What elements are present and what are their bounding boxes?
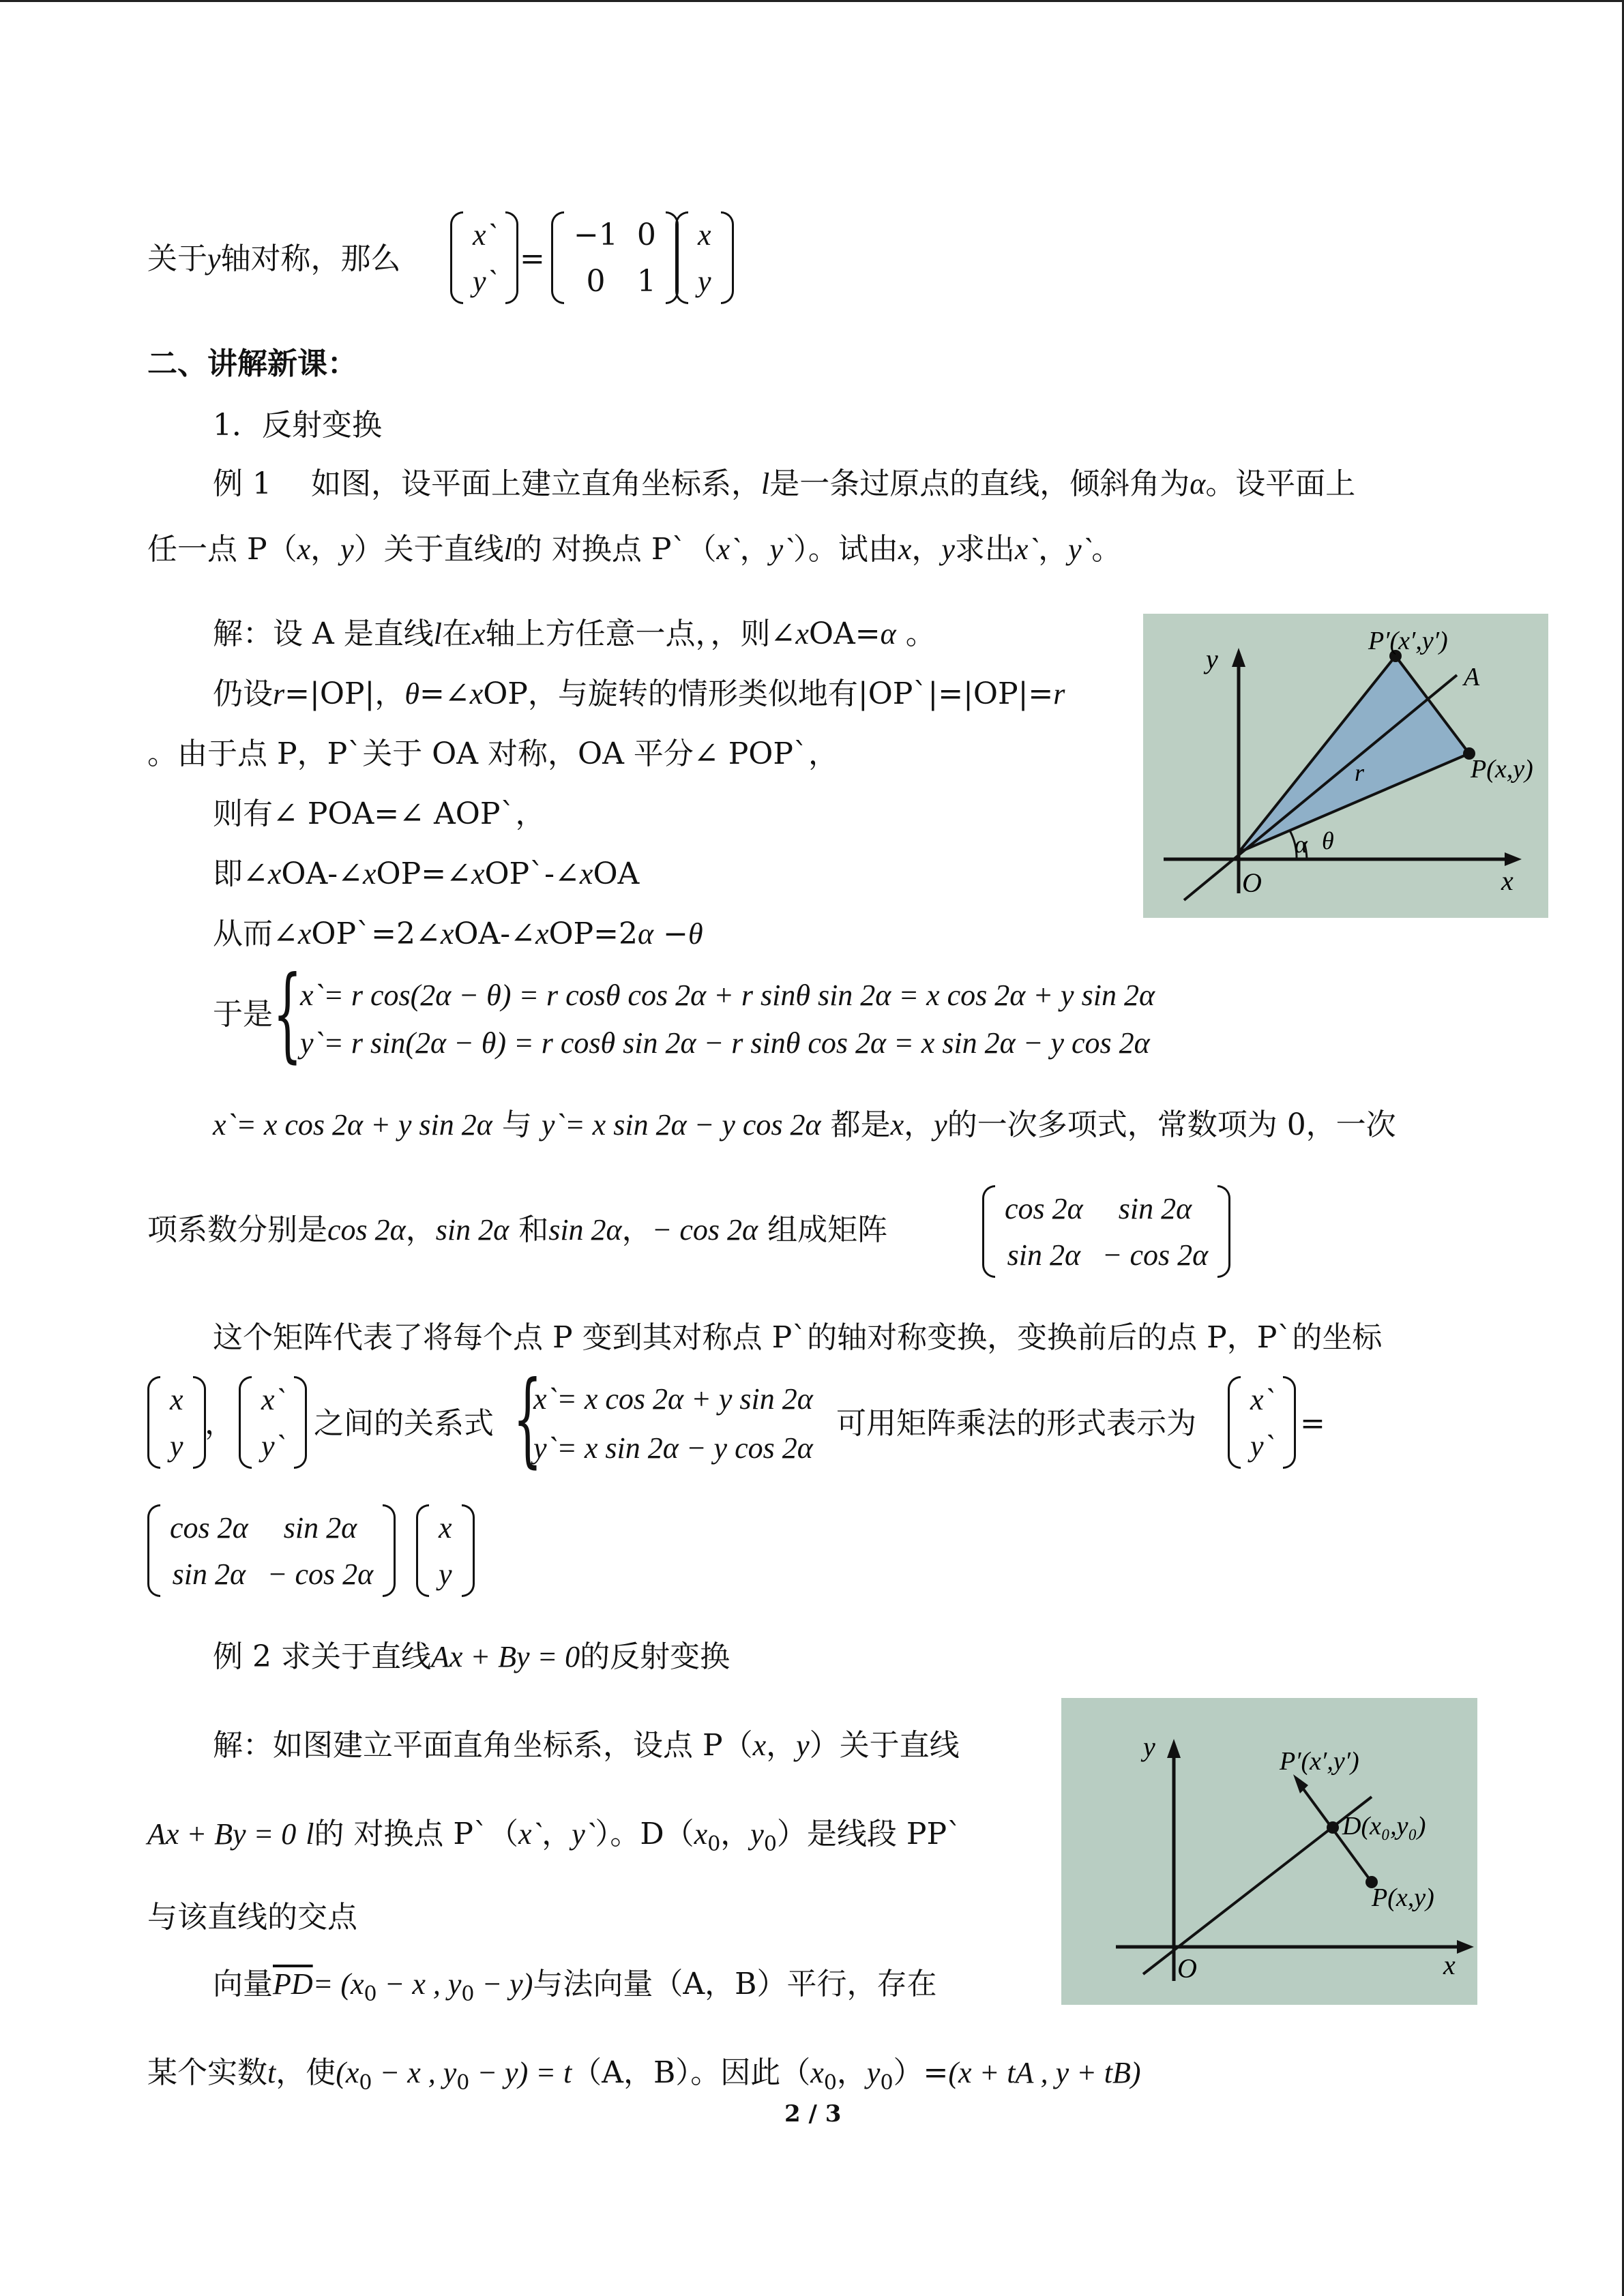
- solution2-line4: [213, 1964, 936, 2015]
- matrix-cell: sin 2α: [172, 1557, 246, 1591]
- math: (x + tA , y + tB): [948, 2056, 1141, 2089]
- var-x: x: [363, 857, 377, 891]
- text: ，: [542, 1817, 572, 1851]
- math: − y): [474, 1967, 533, 2001]
- matrix-cell: cos 2α: [170, 1510, 248, 1545]
- var-alpha: α: [1190, 467, 1206, 501]
- figure-1-reflection: [1143, 614, 1548, 918]
- label-y: y: [1206, 644, 1218, 674]
- equation-1: x`= r cos(2α − θ) = r cosθ cos 2α + r sinθ sin 2α = x cos 2α + y sin 2α: [300, 979, 1155, 1012]
- var-alpha: α: [638, 917, 654, 951]
- var-r: r: [273, 677, 285, 711]
- var-x: x: [535, 917, 549, 951]
- equals-sign: =: [520, 241, 545, 276]
- system-eq1: x`= x cos 2α + y sin 2α: [533, 1382, 813, 1416]
- text: ，: [836, 2055, 867, 2090]
- text: ，: [766, 1728, 797, 1763]
- var-x: x: [469, 677, 484, 711]
- solution2-line1: [213, 1725, 960, 1766]
- text: ，使: [276, 2055, 336, 2090]
- label-o: O: [1242, 867, 1262, 898]
- text: 的一次多项式，常数项为 0，一次: [947, 1107, 1396, 1142]
- text: ，: [310, 532, 341, 567]
- text: 仍设: [213, 676, 273, 711]
- text: 在: [441, 616, 472, 651]
- matrix-cell: sin 2α: [1007, 1238, 1081, 1272]
- var-x: x: [297, 533, 311, 566]
- text: OP=2: [548, 916, 638, 951]
- math: (x: [336, 2056, 359, 2089]
- var-yp: y`: [769, 533, 793, 566]
- label-p-prime: P′(x′,y′): [1280, 1747, 1359, 1776]
- text: 与法向量（A，B）平行，存在: [533, 1967, 937, 2001]
- matrix-cell: x`: [1250, 1382, 1274, 1416]
- var-l: l: [503, 533, 512, 566]
- var-x: x: [471, 857, 485, 891]
- matrix-cell: x: [439, 1510, 452, 1545]
- text: ，: [911, 532, 942, 567]
- para-line2-text: 之间的关系式: [314, 1406, 494, 1441]
- text: OA: [593, 856, 640, 891]
- text: 是一条过原点的直线，倾斜角为: [769, 466, 1190, 501]
- label-o: O: [1177, 1953, 1197, 1984]
- figure-2-svg: [1061, 1698, 1477, 2005]
- text-suffix: 轴对称，那么: [220, 241, 401, 276]
- matrix-cell: − cos 2α: [267, 1557, 374, 1591]
- text: 与: [492, 1107, 542, 1142]
- text: 项系数分别是: [147, 1212, 327, 1247]
- matrix-cell: y: [698, 264, 711, 298]
- subscript: 0: [823, 2071, 837, 2095]
- text: ）是线段 PP`: [776, 1817, 962, 1851]
- text: 。: [1091, 532, 1122, 567]
- text: 解：如图建立平面直角坐标系，设点 P（: [213, 1728, 753, 1763]
- matrix-cell: y`: [473, 264, 497, 298]
- label-x: x: [1501, 865, 1514, 896]
- var-x: x: [898, 533, 912, 566]
- label-p-prime: P′(x′,y′): [1368, 627, 1448, 655]
- solution2-line5: [147, 2053, 1141, 2104]
- var-y: y: [796, 1729, 810, 1762]
- text: ）=: [893, 2055, 949, 2090]
- matrix-cell: y`: [261, 1429, 285, 1463]
- matrix-cell: x`: [261, 1382, 285, 1416]
- var-theta: θ: [404, 677, 419, 711]
- label-p: P(x,y): [1471, 755, 1533, 784]
- label-y: y: [1143, 1731, 1155, 1762]
- math: sin 2α: [548, 1213, 622, 1247]
- var-alpha: α: [880, 617, 896, 651]
- matrix-x-y: [675, 211, 734, 304]
- vector-pd: $\overline{PD}$: [273, 1967, 313, 2001]
- math: − x , y: [372, 2056, 457, 2089]
- label-a: A: [1464, 663, 1480, 691]
- var-t: t: [267, 2056, 276, 2089]
- text: 求出: [954, 532, 1015, 567]
- text: ，: [621, 1212, 652, 1247]
- label-r: r: [1355, 759, 1365, 786]
- matrix-cell: x`: [473, 218, 497, 252]
- label-p: P(x,y): [1372, 1883, 1434, 1912]
- matrix-product-a: [147, 1504, 396, 1597]
- var-x0: x: [694, 1817, 708, 1851]
- subscript: 0: [880, 2071, 894, 2095]
- text: ，: [904, 1107, 934, 1142]
- var-yp: y`: [1068, 533, 1092, 566]
- matrix-cell: y`: [1250, 1429, 1274, 1463]
- matrix-col-xpyp: [239, 1376, 307, 1469]
- var-y: y: [207, 242, 221, 275]
- text: ）关于直线: [353, 532, 504, 567]
- var-y: y: [934, 1108, 947, 1142]
- var-x: x: [297, 917, 312, 951]
- text: 。: [896, 616, 936, 651]
- matrix-cell: sin 2α: [1118, 1191, 1192, 1225]
- solution1-line6: [213, 914, 703, 955]
- text: 的 对换点 P`（: [314, 1817, 519, 1851]
- math: x`= x cos 2α + y sin 2α: [213, 1108, 492, 1142]
- math: y`= x sin 2α − y cos 2α: [541, 1108, 821, 1142]
- text: 从而∠: [213, 916, 298, 951]
- var-t: t: [563, 2056, 572, 2089]
- matrix-cell: cos 2α: [1005, 1191, 1083, 1225]
- var-xp: x`: [518, 1817, 542, 1851]
- text: ，: [739, 532, 770, 567]
- solution1-line4: 则有∠ POA=∠ AOP`，: [213, 796, 546, 831]
- text: OP，与旋转的情形类似地有|OP`|=|OP|=: [483, 676, 1054, 711]
- matrix-cell: y: [170, 1429, 183, 1463]
- matrix-product-b: [416, 1504, 475, 1597]
- var-x: x: [579, 857, 593, 891]
- para-line2-text2: 可用矩阵乘法的形式表示为: [836, 1406, 1196, 1441]
- math: cos 2α: [327, 1213, 406, 1247]
- text: 任一点 P（: [147, 532, 297, 567]
- var-y0: y: [866, 2056, 881, 2089]
- text: 即∠: [213, 856, 268, 891]
- var-x: x: [267, 857, 282, 891]
- matrix-cell: − cos 2α: [1102, 1238, 1209, 1272]
- label-x: x: [1443, 1950, 1456, 1980]
- text-prefix: 关于: [147, 241, 207, 276]
- section-heading: 二、讲解新课：: [147, 346, 357, 381]
- var-y: y: [941, 533, 955, 566]
- text: 的反射变换: [580, 1639, 730, 1674]
- text: 例 1 如图，设平面上建立直角坐标系，: [213, 466, 761, 501]
- matrix-xprime-yprime: [450, 211, 518, 304]
- text: 向量: [213, 1967, 273, 2001]
- var-theta: θ: [688, 917, 703, 951]
- math: sin 2α: [435, 1213, 510, 1247]
- solution1-line5: [213, 854, 639, 895]
- var-l: l: [306, 1817, 314, 1851]
- matrix-cell: x: [170, 1382, 183, 1416]
- matrix-col-result: [1228, 1376, 1296, 1469]
- example2-title: [213, 1637, 730, 1678]
- figure-2-background: [1061, 1698, 1477, 2005]
- text: （A，B）。因此（: [572, 2055, 811, 2090]
- var-x: x: [440, 917, 454, 951]
- matrix-col-xy: [147, 1376, 206, 1469]
- para-line1: 这个矩阵代表了将每个点 P 变到其对称点 P`的轴对称变换，变换前后的点 P，P`的坐标: [213, 1320, 1383, 1355]
- var-yp: y`: [572, 1817, 595, 1851]
- text: 解：设 A 是直线: [213, 616, 434, 651]
- text: 的 对换点 P`（: [512, 532, 717, 567]
- math: − y) =: [469, 2056, 563, 2089]
- example1-line2: [147, 529, 1121, 570]
- matrix-cell: 1: [636, 263, 656, 299]
- matrix-reflection: [982, 1185, 1230, 1278]
- matrix-cell: −1: [574, 217, 618, 252]
- poly-line1: [213, 1105, 1396, 1146]
- text: ，: [405, 1212, 436, 1247]
- text: ）。D（: [595, 1817, 694, 1851]
- var-l: l: [761, 467, 770, 501]
- var-y0: y: [750, 1817, 764, 1851]
- solution2-line3: 与该直线的交点: [147, 1900, 357, 1935]
- solution1-line2: [213, 674, 1065, 715]
- var-x0: x: [810, 2056, 824, 2089]
- text: 例 2 求关于直线: [213, 1639, 431, 1674]
- var-y: y: [340, 533, 354, 566]
- text: OA=: [808, 616, 881, 651]
- text: 和: [509, 1212, 549, 1247]
- text: =|OP|，: [284, 676, 405, 711]
- text: =∠: [419, 676, 470, 711]
- var-r: r: [1053, 677, 1065, 711]
- label-alpha: α: [1295, 831, 1308, 858]
- text: OP=∠: [376, 856, 471, 891]
- matrix-cell: y: [439, 1557, 452, 1591]
- subscript: 0: [461, 1982, 475, 2006]
- example1-line1: [213, 464, 1355, 505]
- subscript: 0: [364, 1982, 377, 2006]
- system-eq2: y`= x sin 2α − y cos 2α: [533, 1431, 813, 1465]
- page-number: 2 / 3: [784, 2100, 842, 2128]
- solution1-line3: 。由于点 P，P`关于 OA 对称，OA 平分∠ POP`，: [147, 736, 838, 771]
- text: OA-∠: [454, 916, 535, 951]
- point-d: [1327, 1821, 1339, 1834]
- equals-sign: =: [1300, 1406, 1325, 1441]
- matrix-cell: 0: [636, 217, 656, 252]
- var-l: l: [433, 617, 442, 651]
- solution2-line2: [147, 1814, 962, 1865]
- text: ，: [1038, 532, 1069, 567]
- text: OP`-∠: [484, 856, 580, 891]
- text: −: [653, 916, 688, 951]
- var-x: x: [795, 617, 809, 651]
- label-d: D(x₀,y₀): [1342, 1812, 1426, 1840]
- math: = (x: [312, 1967, 364, 2001]
- solution1-yushi: 于是: [213, 997, 273, 1032]
- text: 组成矩阵: [758, 1212, 888, 1247]
- text: 轴上方任意一点，，则∠: [485, 616, 796, 651]
- var-x: x: [471, 617, 486, 651]
- poly-line2: [147, 1210, 887, 1251]
- figure-1-svg: [1143, 614, 1548, 918]
- text: 都是: [821, 1107, 891, 1142]
- text: ，: [720, 1817, 751, 1851]
- subscript: 0: [763, 1832, 777, 1856]
- var-xp: x`: [1014, 533, 1039, 566]
- symmetry-line: [147, 239, 401, 280]
- figure-2-reflection: [1061, 1698, 1477, 2005]
- matrix-cell: 0: [586, 263, 606, 299]
- text: OA-∠: [281, 856, 363, 891]
- brace-system: {: [513, 1360, 542, 1478]
- comma: ，: [205, 1406, 235, 1441]
- math: − x , y: [377, 1967, 462, 2001]
- math: − cos 2α: [651, 1213, 758, 1247]
- subscript: 0: [359, 2071, 372, 2095]
- matrix-cell: sin 2α: [283, 1510, 357, 1545]
- matrix-cell: x: [698, 218, 711, 252]
- subscript: 0: [707, 1832, 721, 1856]
- top-border: [0, 0, 1624, 2]
- math: Ax + By = 0: [147, 1817, 297, 1851]
- label-theta: θ: [1322, 827, 1334, 854]
- math: Ax + By = 0: [430, 1640, 580, 1673]
- matrix-reflect-y: [551, 211, 679, 304]
- text: OP`=2∠: [311, 916, 441, 951]
- text: 。设平面上: [1205, 466, 1356, 501]
- solution1-line1: [213, 614, 936, 655]
- subscript: 0: [456, 2071, 470, 2095]
- text: ）关于直线: [809, 1728, 960, 1763]
- var-xp: x`: [716, 533, 740, 566]
- brace-left: {: [273, 955, 302, 1073]
- var-x: x: [752, 1729, 767, 1762]
- text: ）。试由: [793, 532, 898, 567]
- var-x: x: [890, 1108, 904, 1142]
- subsection-title: 1．反射变换: [213, 408, 382, 443]
- text: 某个实数: [147, 2055, 267, 2090]
- equation-2: y`= r sin(2α − θ) = r cosθ sin 2α − r sinθ cos 2α = x sin 2α − y cos 2α: [300, 1026, 1150, 1060]
